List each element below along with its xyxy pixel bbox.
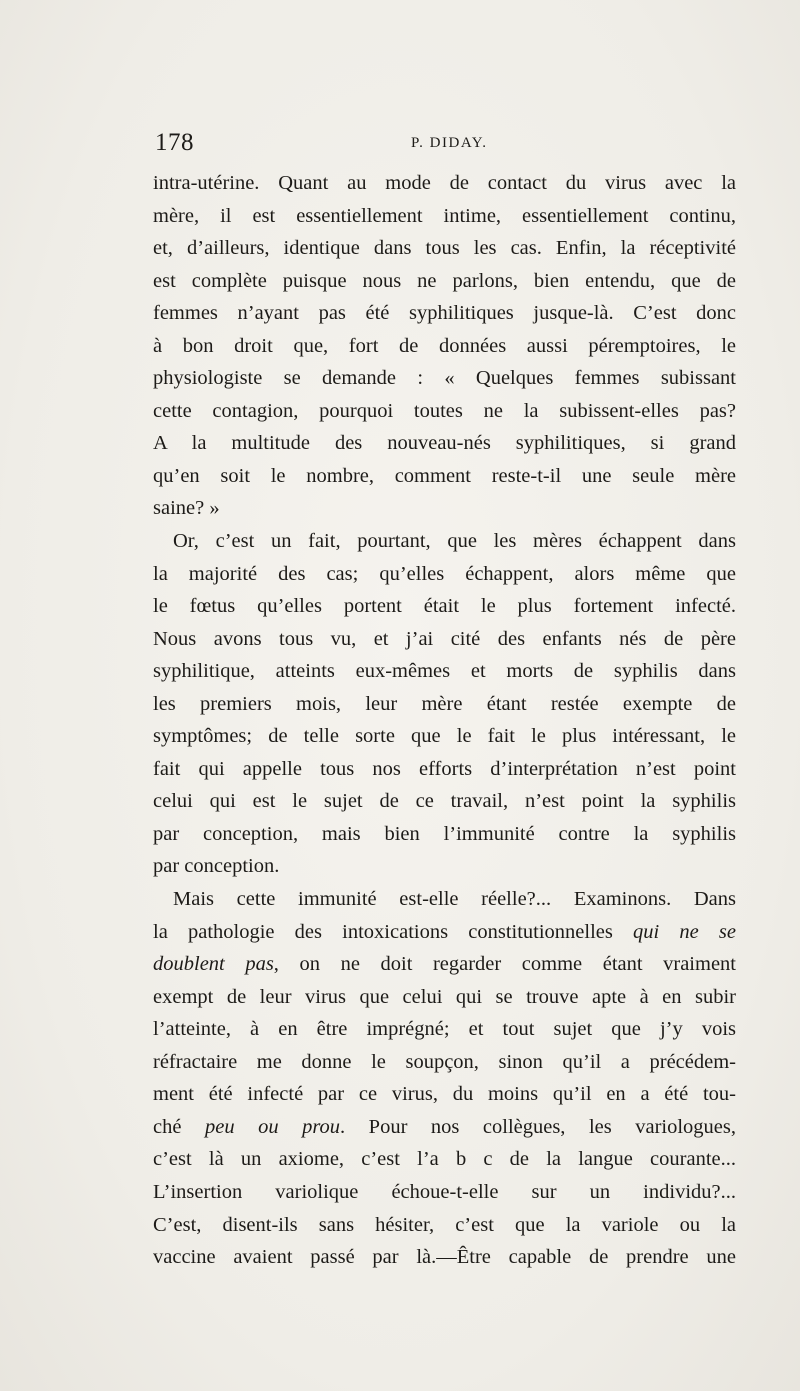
text-segment: ment été infecté par ce virus, du moins qu’il en a été tou- bbox=[153, 1083, 736, 1106]
italic-text-segment: qui ne se bbox=[633, 920, 736, 943]
text-line bbox=[153, 492, 736, 525]
text-segment: c’est là un axiome, c’est l’a b c de la langue courante... bbox=[153, 1148, 736, 1171]
text-line bbox=[153, 1143, 736, 1176]
text-segment: C’est, disent-ils sans hésiter, c’est que la variole ou la bbox=[153, 1213, 736, 1236]
text-segment: , on ne doit regarder comme étant vraiment bbox=[273, 953, 736, 976]
text-line bbox=[153, 655, 736, 688]
text-line bbox=[153, 916, 736, 949]
text-segment: . Pour nos collègues, les variologues, bbox=[340, 1115, 736, 1138]
text-line bbox=[153, 265, 736, 298]
text-segment: L’insertion variolique échoue-t-elle sur un individu?... bbox=[153, 1180, 736, 1203]
text-segment: mère, il est essentiellement intime, essentiellement continu, bbox=[153, 204, 736, 227]
text-segment: celui qui est le sujet de ce travail, n’est point la syphilis bbox=[153, 790, 736, 813]
text-line bbox=[153, 720, 736, 753]
text-segment: est complète puisque nous ne parlons, bien entendu, que de bbox=[153, 269, 736, 292]
page-number: 178 bbox=[155, 129, 194, 156]
text-segment: saine? » bbox=[153, 497, 220, 520]
text-line bbox=[153, 167, 736, 200]
text-segment: à bon droit que, fort de données aussi péremptoires, le bbox=[153, 334, 736, 357]
text-line bbox=[153, 200, 736, 233]
text-line bbox=[153, 590, 736, 623]
text-line bbox=[153, 1176, 736, 1209]
text-line bbox=[153, 330, 736, 363]
text-line bbox=[153, 1013, 736, 1046]
text-segment: Nous avons tous vu, et j’ai cité des enfants nés de père bbox=[153, 627, 736, 650]
page-header bbox=[155, 128, 735, 158]
text-segment: Mais cette immunité est-elle réelle?... Examinons. Dans bbox=[173, 888, 736, 911]
text-segment: le fœtus qu’elles portent était le plus fortement infecté. bbox=[153, 595, 736, 618]
text-segment: symptômes; de telle sorte que le fait le plus intéressant, le bbox=[153, 725, 736, 748]
text-line bbox=[153, 1111, 736, 1144]
text-line bbox=[153, 558, 736, 591]
text-segment: exempt de leur virus que celui qui se trouve apte à en subir bbox=[153, 985, 736, 1008]
italic-text-segment: doublent pas bbox=[153, 953, 274, 976]
text-line bbox=[153, 460, 736, 493]
text-line bbox=[153, 850, 736, 883]
text-line bbox=[153, 362, 736, 395]
text-segment: réfractaire me donne le soupçon, sinon qu’il a précédem- bbox=[153, 1050, 736, 1073]
text-segment: vaccine avaient passé par là.—Être capable de prendre une bbox=[153, 1246, 736, 1269]
text-segment: fait qui appelle tous nos efforts d’interprétation n’est point bbox=[153, 757, 736, 780]
text-segment: intra-utérine. Quant au mode de contact du virus avec la bbox=[153, 172, 736, 194]
text-segment: Or, c’est un fait, pourtant, que les mères échappent dans bbox=[173, 530, 736, 553]
text-line bbox=[153, 948, 736, 981]
text-segment: ché bbox=[153, 1115, 205, 1138]
text-line bbox=[153, 623, 736, 656]
text-line bbox=[153, 427, 736, 460]
body-text bbox=[153, 167, 736, 1274]
text-segment: femmes n’ayant pas été syphilitiques jusque-là. C’est donc bbox=[153, 302, 736, 325]
text-line bbox=[153, 753, 736, 786]
text-segment: par conception. bbox=[153, 855, 280, 878]
text-segment: cette contagion, pourquoi toutes ne la subissent-elles pas? bbox=[153, 399, 736, 422]
text-line bbox=[153, 1078, 736, 1111]
text-segment: syphilitique, atteints eux-mêmes et morts de syphilis dans bbox=[153, 660, 736, 683]
italic-text-segment: peu ou prou bbox=[204, 1115, 341, 1138]
text-segment: l’atteinte, à en être imprégné; et tout sujet que j’y vois bbox=[153, 1018, 736, 1041]
text-line bbox=[153, 688, 736, 721]
text-line bbox=[153, 525, 736, 558]
text-segment: et, d’ailleurs, identique dans tous les cas. Enfin, la réceptivité bbox=[153, 237, 736, 260]
text-line bbox=[153, 785, 736, 818]
running-head: P. DIDAY. bbox=[411, 135, 488, 151]
text-line bbox=[153, 981, 736, 1014]
text-segment: par conception, mais bien l’immunité contre la syphilis bbox=[153, 822, 736, 845]
text-line bbox=[153, 1241, 736, 1274]
text-line bbox=[153, 1209, 736, 1242]
text-line bbox=[153, 1046, 736, 1079]
text-segment: qu’en soit le nombre, comment reste-t-il une seule mère bbox=[153, 464, 736, 487]
text-line bbox=[153, 818, 736, 851]
text-line bbox=[153, 297, 736, 330]
text-segment: A la multitude des nouveau-nés syphilitiques, si grand bbox=[153, 432, 736, 455]
text-line bbox=[153, 883, 736, 916]
text-segment: la pathologie des intoxications constitutionnelles bbox=[153, 920, 634, 943]
text-line bbox=[153, 232, 736, 265]
text-segment: la majorité des cas; qu’elles échappent, alors même que bbox=[153, 562, 736, 585]
text-segment: les premiers mois, leur mère étant restée exempte de bbox=[153, 692, 736, 715]
text-segment: physiologiste se demande : « Quelques femmes subissant bbox=[153, 367, 736, 390]
text-line bbox=[153, 395, 736, 428]
